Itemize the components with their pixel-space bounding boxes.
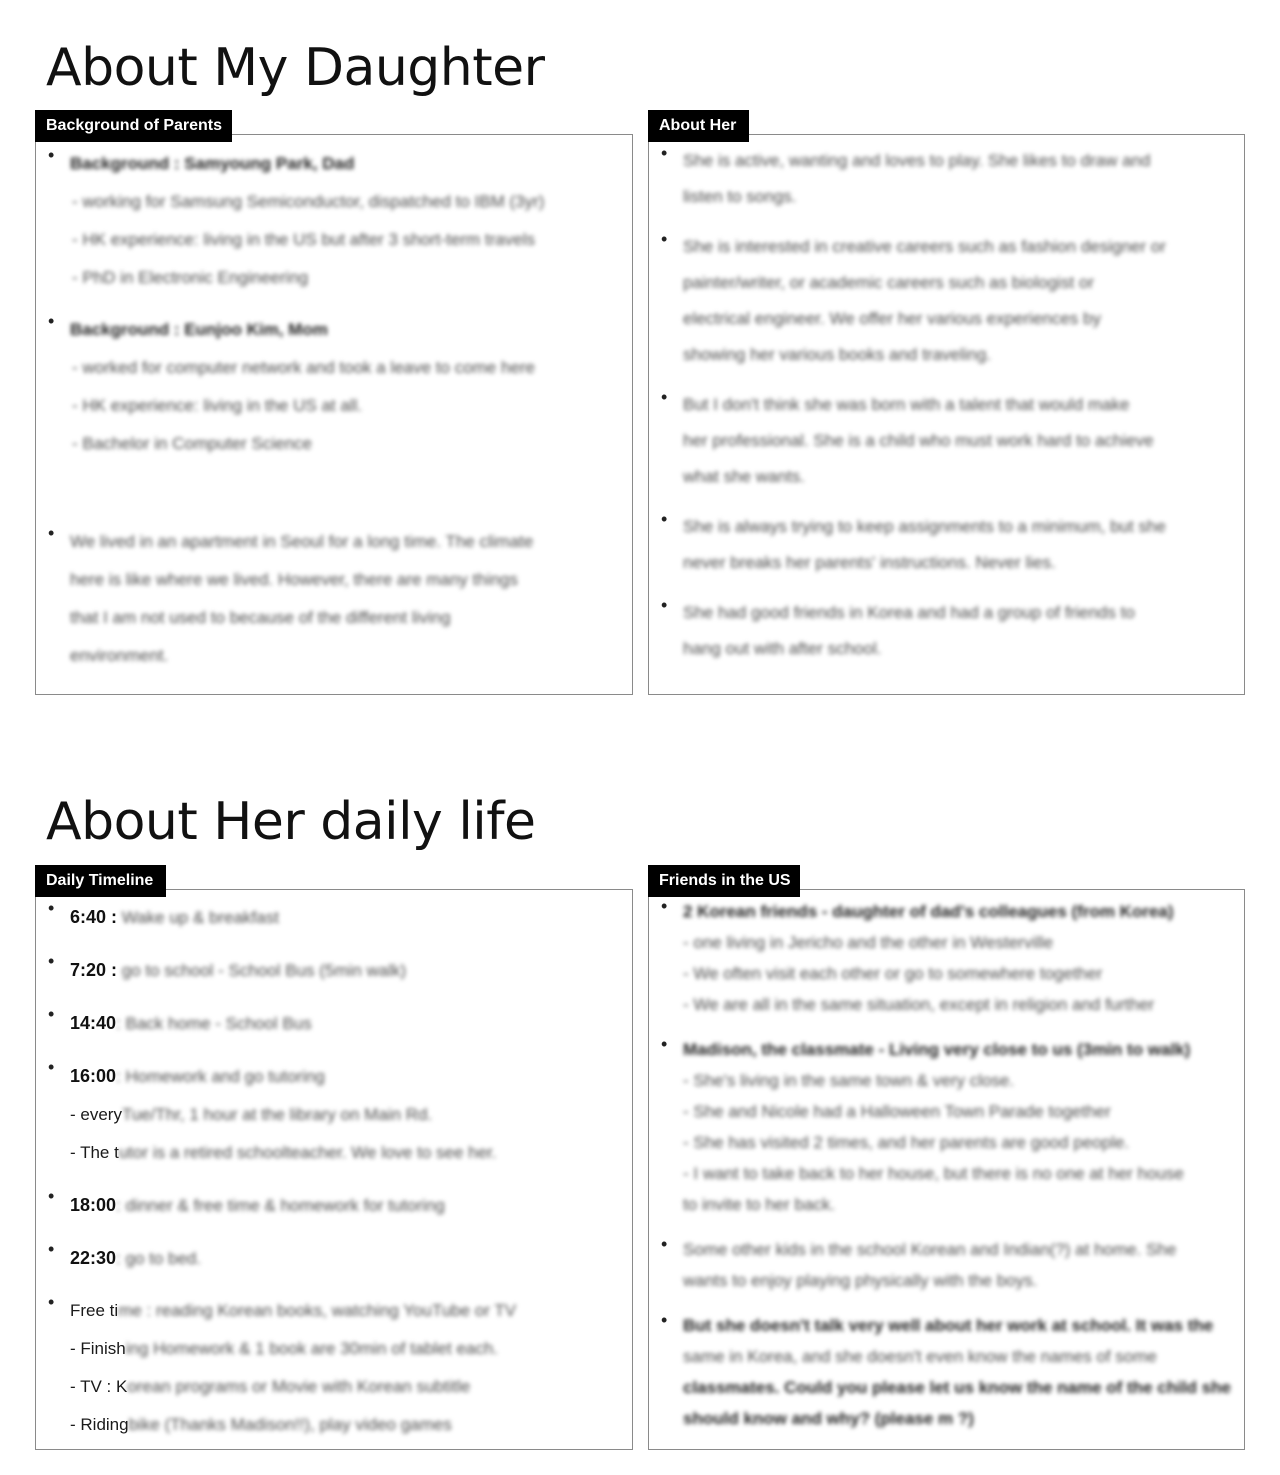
timeline-subrow xyxy=(70,1368,632,1406)
timeline-activity: : Homework and go tutoring xyxy=(116,1067,325,1086)
friends-item-line: • Some other kids in the school Korean and Indian(?) at home. She xyxy=(683,1240,1177,1259)
her-item-line: • She had good friends in Korea and had a group of friends to xyxy=(683,603,1135,622)
timeline-subrow xyxy=(70,1134,632,1172)
friends-item xyxy=(649,1234,1244,1296)
her-item-line: • She is interested in creative careers such as fashion designer or xyxy=(683,237,1166,256)
friends-item xyxy=(649,896,1244,1020)
timeline-time: 18:00 xyxy=(70,1195,117,1215)
friends-item-line: should know and why? (please m ?) xyxy=(683,1409,974,1428)
friends-item-line: to invite to her back. xyxy=(683,1195,836,1214)
her-item-line: • She is always trying to keep assignments to a minimum, but she xyxy=(683,517,1166,536)
parent-mom xyxy=(36,311,632,463)
parent-living-line: that I am not used to because of the different living xyxy=(70,608,451,627)
timeline-subrow-rest: Tue/Thr, 1 hour at the library on Main Rd. xyxy=(121,1105,433,1124)
panel-friends-in-the-us xyxy=(648,889,1245,1450)
her-item-line: painter/writer, or academic careers such as biologist or xyxy=(683,273,1095,292)
friends-item-line: • Madison, the classmate - Living very close to us (3min to walk) xyxy=(683,1040,1191,1059)
friends-item-line: • But she doesn't talk very well about her work at school. It was the xyxy=(683,1316,1214,1335)
her-item-line: • She is active, wanting and loves to play. She likes to draw and xyxy=(683,151,1151,170)
parent-living xyxy=(36,523,632,675)
timeline-subrow-rest: orean programs or Movie with Korean subtitle xyxy=(127,1377,471,1396)
friends-item-line: - one living in Jericho and the other in Westerville xyxy=(683,933,1054,952)
timeline-activity: go to school - School Bus (5min walk) xyxy=(121,961,407,980)
friends-item xyxy=(649,1310,1244,1434)
friends-item xyxy=(649,1034,1244,1220)
section-title-daughter: About My Daughter xyxy=(46,38,545,98)
her-item-line: her professional. She is a child who must work hard to achieve xyxy=(683,431,1154,450)
her-item-line: • But I don't think she was born with a talent that would make xyxy=(683,395,1130,414)
parent-mom-line: - Bachelor in Computer Science xyxy=(72,434,313,453)
timeline-item xyxy=(36,1004,632,1043)
tab-friends-in-the-us: Friends in the US xyxy=(648,865,800,897)
timeline-subrow-start: - TV : K xyxy=(70,1377,128,1396)
friends-item-line: same in Korea, and she doesn't even know the names of some xyxy=(683,1347,1157,1366)
timeline-row xyxy=(70,951,632,990)
timeline-item xyxy=(36,1239,632,1278)
her-item-line: listen to songs. xyxy=(683,187,797,206)
timeline-free-time-label: Free ti xyxy=(70,1301,119,1320)
timeline-time: 22:30 xyxy=(70,1248,117,1268)
her-item-line: electrical engineer. We offer her various experiences by xyxy=(683,309,1101,328)
timeline-row xyxy=(70,1292,632,1330)
timeline-activity: : go to bed. xyxy=(116,1249,202,1268)
timeline-row xyxy=(70,1239,632,1278)
tab-background-of-parents: Background of Parents xyxy=(35,110,232,142)
panel-background-of-parents xyxy=(35,134,633,695)
timeline-subrow xyxy=(70,1096,632,1134)
friends-item-line: - She's living in the same town & very close. xyxy=(683,1071,1015,1090)
friends-item-line: - She and Nicole had a Halloween Town Parade together xyxy=(683,1102,1111,1121)
timeline-subrow-start: - Riding xyxy=(70,1415,129,1434)
timeline-subrow-rest: utor is a retired schoolteacher. We love to see her. xyxy=(118,1143,497,1162)
timeline-item xyxy=(36,1292,632,1444)
friends-item-line: • 2 Korean friends - daughter of dad's colleagues (from Korea) xyxy=(683,902,1174,921)
parent-living-line: environment. xyxy=(70,646,169,665)
timeline-item xyxy=(36,1186,632,1225)
her-item xyxy=(649,143,1244,215)
parent-mom-line: - HK experience: living in the US at all. xyxy=(72,396,363,415)
timeline-item xyxy=(36,1057,632,1172)
parent-living-line: here is like where we lived. However, there are many things xyxy=(70,570,518,589)
timeline-row xyxy=(70,1004,632,1043)
timeline-activity: me : reading Korean books, watching YouTube or TV xyxy=(118,1301,517,1320)
her-item-line: what she wants. xyxy=(683,467,805,486)
timeline-subrow xyxy=(70,1406,632,1444)
timeline-activity: : Back home - School Bus xyxy=(116,1014,312,1033)
parent-living-line: • We lived in an apartment in Seoul for a long time. The climate xyxy=(70,532,534,551)
timeline-subrow-rest: bike (Thanks Madison!!), play video games xyxy=(128,1415,452,1434)
parent-dad-line: - working for Samsung Semiconductor, dispatched to IBM (3yr) xyxy=(72,192,545,211)
timeline-row xyxy=(70,1057,632,1096)
timeline-subrow-start: - every xyxy=(70,1105,122,1124)
timeline-row xyxy=(70,1186,632,1225)
her-item-line: never breaks her parents' instructions. Never lies. xyxy=(683,553,1056,572)
section-title-daily-life: About Her daily life xyxy=(46,792,536,852)
timeline-time: 6:40 : xyxy=(70,907,118,927)
timeline-subrow-start: - The t xyxy=(70,1143,119,1162)
her-item xyxy=(649,229,1244,373)
friends-item-line: wants to enjoy playing physically with the boys. xyxy=(683,1271,1038,1290)
parent-mom-line: - worked for computer network and took a leave to come here xyxy=(72,358,536,377)
timeline-subrow-start: - Finish xyxy=(70,1339,126,1358)
friends-item-line: - We often visit each other or go to somewhere together xyxy=(683,964,1103,983)
timeline-time: 16:00 xyxy=(70,1066,117,1086)
her-item-line: showing her various books and traveling. xyxy=(683,345,992,364)
her-item xyxy=(649,387,1244,495)
her-item-line: hang out with after school. xyxy=(683,639,882,658)
her-item xyxy=(649,509,1244,581)
panel-about-her xyxy=(648,134,1245,695)
timeline-item xyxy=(36,951,632,990)
panel-daily-timeline xyxy=(35,889,633,1450)
timeline-activity: Wake up & breakfast xyxy=(121,908,279,927)
friends-item-line: - We are all in the same situation, except in religion and further xyxy=(683,995,1155,1014)
timeline-time: 14:40 xyxy=(70,1013,117,1033)
parent-dad-line: • Background : Samyoung Park, Dad xyxy=(70,154,355,173)
timeline-time: 7:20 : xyxy=(70,960,118,980)
tab-about-her: About Her xyxy=(648,110,749,142)
friends-item-line: classmates. Could you please let us know the name of the child she xyxy=(683,1378,1231,1397)
tab-daily-timeline: Daily Timeline xyxy=(35,865,166,897)
friends-item-line: - I want to take back to her house, but there is no one at her house xyxy=(683,1164,1184,1183)
her-item xyxy=(649,595,1244,667)
timeline-subrow-rest: ing Homework & 1 book are 30min of tablet each. xyxy=(125,1339,499,1358)
friends-item-line: - She has visited 2 times, and her parents are good people. xyxy=(683,1133,1130,1152)
parent-dad-line: - HK experience: living in the US but after 3 short-term travels xyxy=(72,230,535,249)
timeline-row xyxy=(70,898,632,937)
timeline-activity: : dinner & free time & homework for tutoring xyxy=(116,1196,445,1215)
timeline-item xyxy=(36,898,632,937)
timeline-subrow xyxy=(70,1330,632,1368)
parent-dad-line: - PhD in Electronic Engineering xyxy=(72,268,309,287)
parent-mom-line: • Background : Eunjoo Kim, Mom xyxy=(70,320,328,339)
parent-dad xyxy=(36,145,632,297)
